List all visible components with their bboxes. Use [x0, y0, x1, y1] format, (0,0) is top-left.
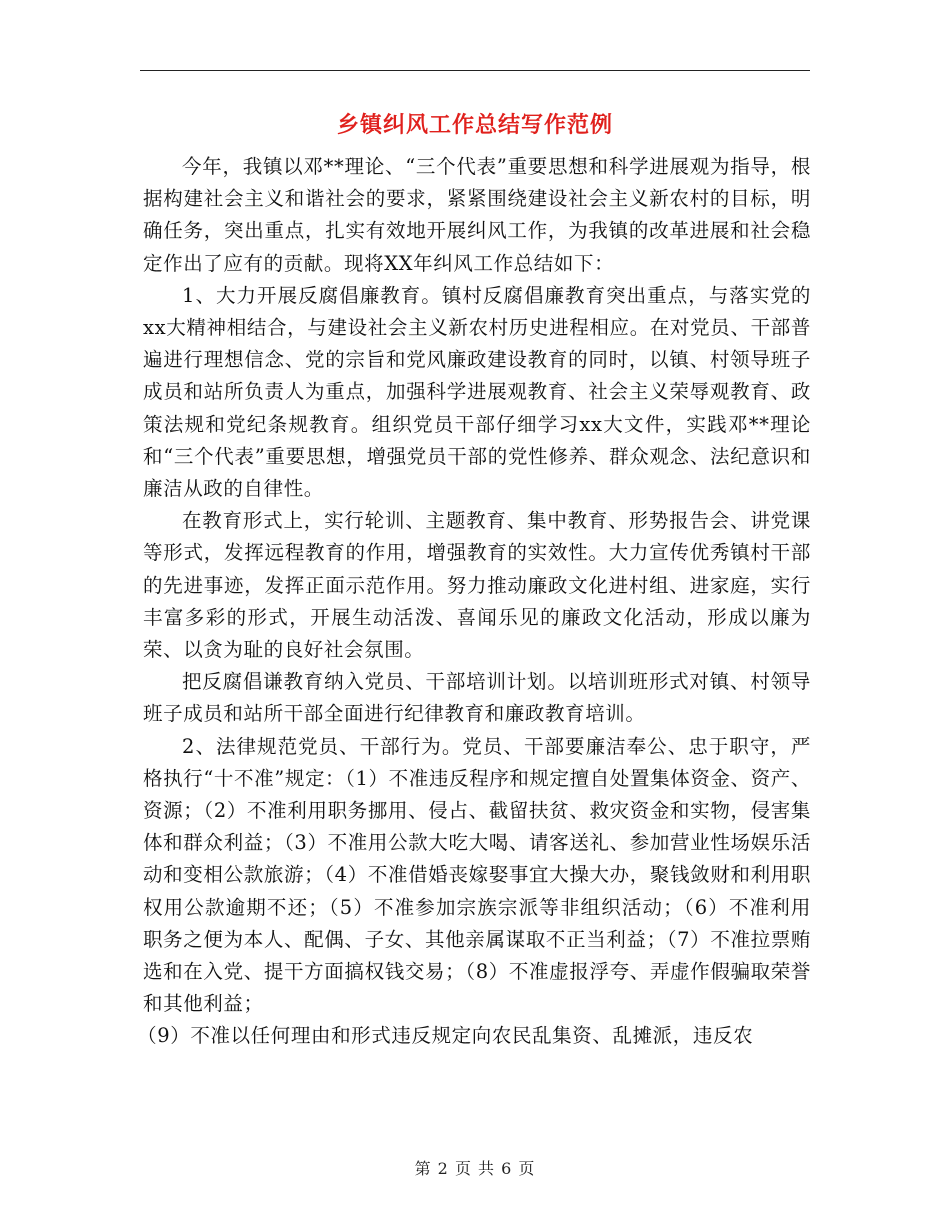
current-page-number: 2	[437, 1159, 449, 1178]
header-rule	[140, 70, 810, 71]
paragraph-education-forms: 在教育形式上，实行轮训、主题教育、集中教育、形势报告会、讲党课等形式，发挥远程教育的作用，增强教育的实效性。大力宣传优秀镇村干部的先进事迹，发挥正面示范作用。努力推动廉政文化进村组、进家庭，实行丰富多彩的形式，开展生动活泼、喜闻乐见的廉政文化活动，形成以廉为荣、以贪为耻的良好社会氛围。	[143, 509, 811, 662]
total-pages-number: 6	[501, 1159, 513, 1178]
page-label-prefix: 第	[414, 1159, 432, 1178]
document-title: 乡镇纠风工作总结写作范例	[336, 113, 613, 138]
page-footer	[0, 1156, 950, 1179]
document-body	[137, 151, 811, 1053]
paragraph-training-plan: 把反腐倡谦教育纳入党员、干部培训计划。以培训班形式对镇、村领导班子成员和站所干部全面进行纪律教育和廉政教育培训。	[143, 670, 811, 726]
page-label-mid: 页 共	[454, 1159, 496, 1178]
page-label-suffix: 页	[518, 1159, 536, 1178]
paragraph-conduct-rules: 2、法律规范党员、干部行为。党员、干部要廉洁奉公、忠于职守，严格执行“十不准”规定：（1）不准违反程序和规定擅自处置集体资金、资产、资源；（2）不准利用职务挪用、侵占、截留扶贫、救灾资金和实物，侵害集体和群众利益；（3）不准用公款大吃大喝、请客送礼、参加营业性场娱乐活动和变相公款旅游；（4）不准借婚丧嫁娶事宜大操大办，聚钱敛财和利用职权用公款逾期不还；（5）不准参加宗族宗派等非组织活动；（6）不准利用职务之便为本人、配偶、子女、其他亲属谋取不正当利益；（7）不准拉票贿选和在入党、提干方面搞权钱交易；（8）不准虚报浮夸、弄虚作假骗取荣誉和其他利益；	[143, 734, 811, 1016]
paragraph-intro: 今年，我镇以邓**理论、“三个代表”重要思想和科学进展观为指导，根据构建社会主义和谐社会的要求，紧紧围绕建设社会主义新农村的目标，明确任务，突出重点，扎实有效地开展纠风工作，为我镇的改革进展和社会稳定作出了应有的贡献。现将XX年纠风工作总结如下：	[143, 155, 811, 275]
paragraph-education: 1、大力开展反腐倡廉教育。镇村反腐倡廉教育突出重点，与落实党的xx大精神相结合，与建设社会主义新农村历史进程相应。在对党员、干部普遍进行理想信念、党的宗旨和党风廉政建设教育的同时，以镇、村领导班子成员和站所负责人为重点，加强科学进展观教育、社会主义荣辱观教育、政策法规和党纪条规教育。组织党员干部仔细学习xx大文件，实践邓**理论和“三个代表”重要思想，增强党员干部的党性修养、群众观念、法纪意识和廉洁从政的自律性。	[143, 283, 811, 501]
paragraph-rule-9: （9）不准以任何理由和形式违反规定向农民乱集资、乱摊派，违反农	[137, 1024, 754, 1048]
